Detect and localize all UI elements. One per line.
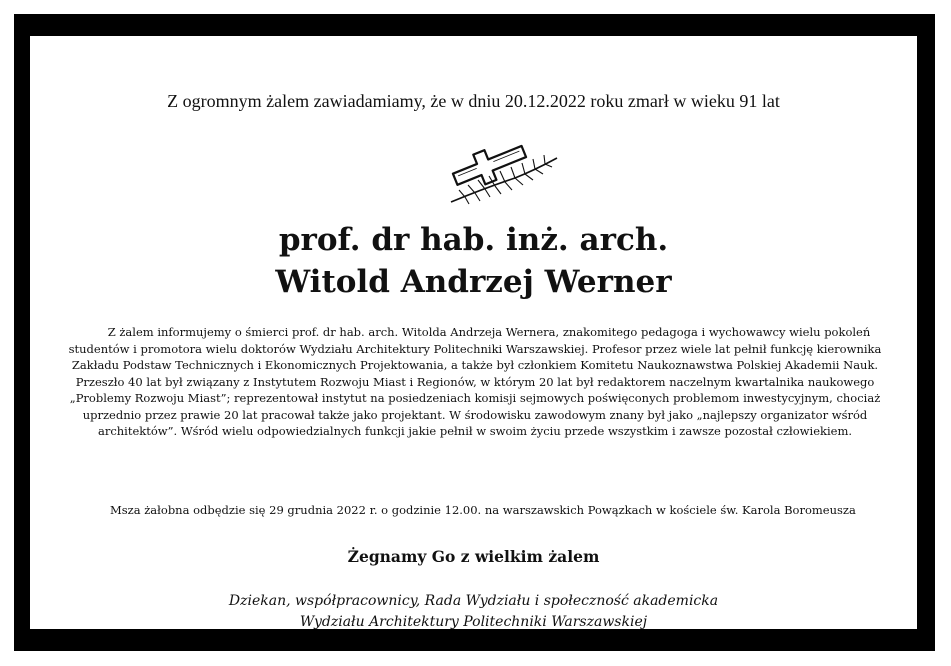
academic-title: prof. dr hab. inż. arch. bbox=[278, 222, 669, 258]
obituary-card bbox=[29, 35, 918, 630]
signature-line-2: Wydziału Architektury Politechniki Warszawskiej bbox=[299, 614, 648, 630]
obituary-body-text: Z żalem informujemy o śmierci prof. dr hab. arch. Witolda Andrzeja Wernera, znakomitego pedagoga i wychowawcy wielu pokoleń studentów i promotora wielu doktorów Wydziału Architektury Politechniki Warszawskiej. Profesor przez wiele lat pełnił funkcję kierownika Zakładu Podstaw Technicznych i Ekonomicznych Projektowania, a także był członkiem Komitetu Naukoznawstwa Polskiej Akademii Nauk. Przeszło 40 lat był związany z Instytutem Rozwoju Miast i Regionów, w którym 20 lat był redaktorem naczelnym kwartalnika naukowego „Problemy Rozwoju Miast”; reprezentował instytut na posiedzeniach komisji sejmowych poświęconych problemom inwestycyjnym, chociaż uprzednio przez prawie 20 lat pracował także jako projektant. W środowisku zawodowym znany był jako „najlepszy organizator wśród architektów”. Wśród wielu odpowiedzialnych funkcji jakie pełnił w swoim życiu przede wszystkim i zawsze pozostał człowiekiem. bbox=[68, 325, 882, 438]
funeral-mass-info: Msza żałobna odbędzie się 29 grudnia 2022 r. o godzinie 12.00. na warszawskich Powązkach w kościele św. Karola Boromeusza bbox=[110, 503, 856, 517]
full-name: Witold Andrzej Werner bbox=[275, 264, 672, 300]
cross-with-palm-branch-icon bbox=[445, 144, 565, 206]
farewell-line: Żegnamy Go z wielkim żalem bbox=[347, 547, 600, 566]
obituary-body bbox=[65, 324, 885, 440]
deceased-name-title bbox=[30, 219, 917, 303]
signature-block bbox=[30, 591, 917, 633]
signature-line-1: Dziekan, współpracownicy, Rada Wydziału i społeczność akademicka bbox=[228, 593, 719, 609]
intro-line: Z ogromnym żalem zawiadamiamy, że w dniu 20.12.2022 roku zmarł w wieku 91 lat bbox=[167, 91, 780, 111]
mourning-frame bbox=[14, 14, 935, 651]
